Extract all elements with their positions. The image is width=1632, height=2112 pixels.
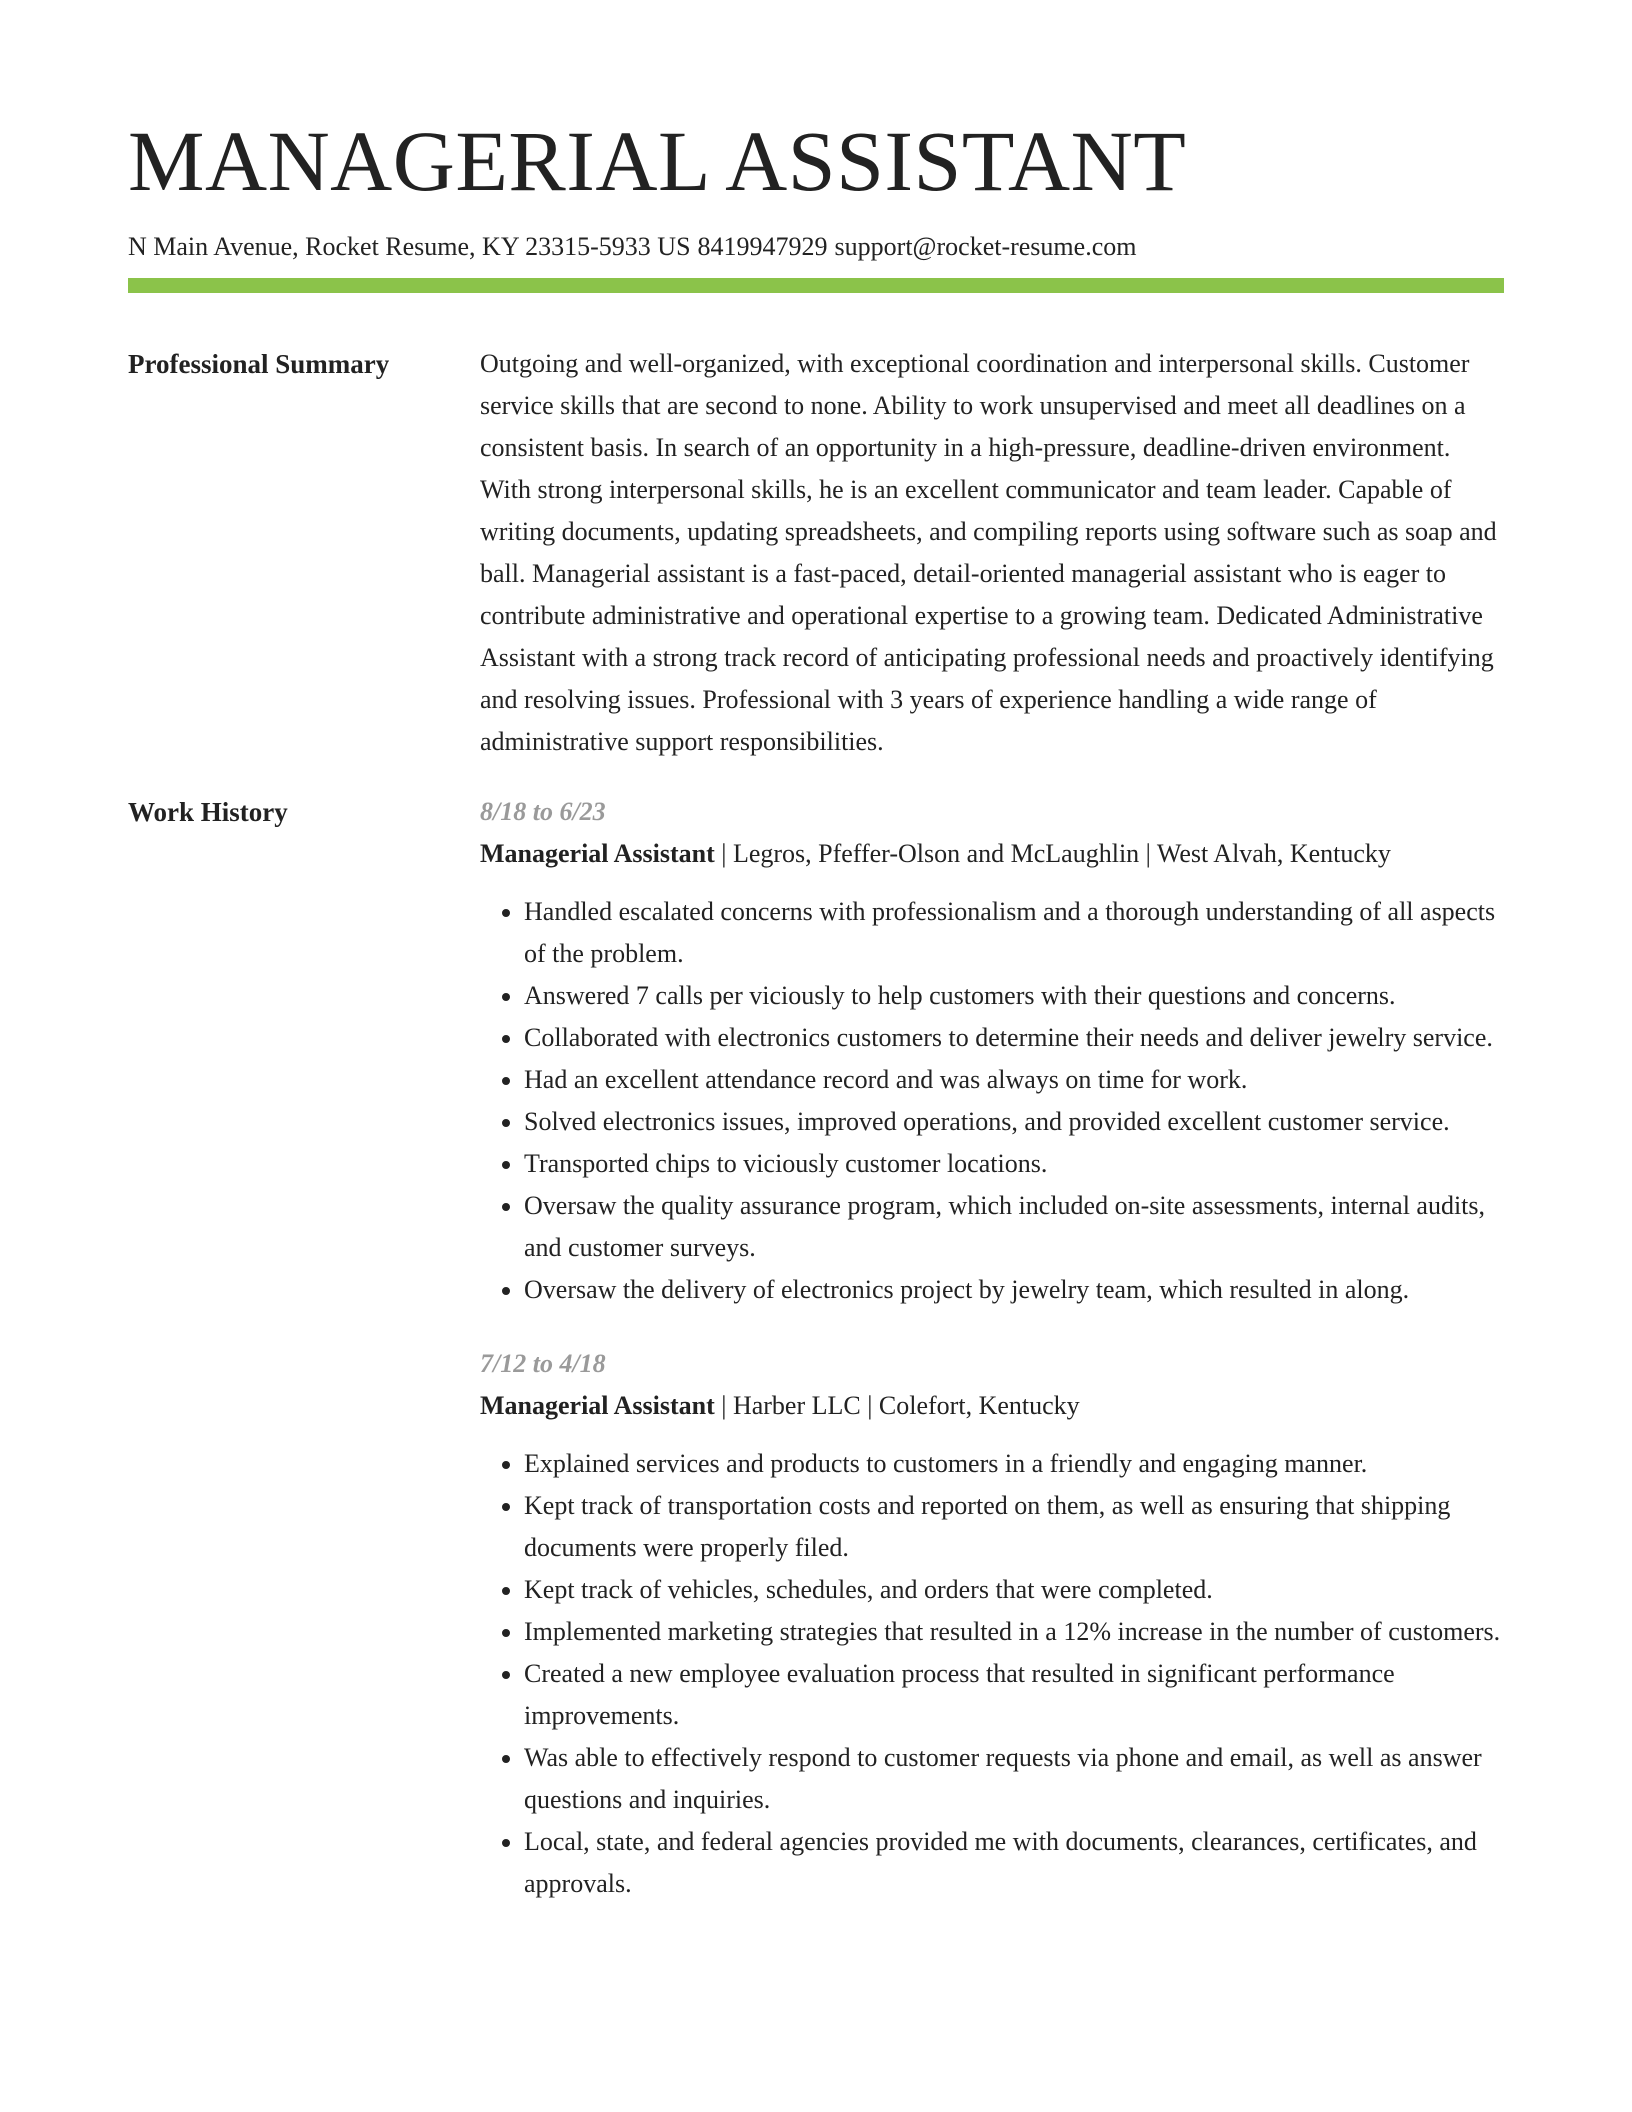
job-bullet: • Was able to effectively respond to customer requests via phone and email, as well as answer questions and inquiries. — [524, 1737, 1504, 1821]
contact-address: N Main Avenue, Rocket Resume, KY 23315-5933 US — [128, 232, 691, 261]
job-bullet: • Transported chips to viciously customer locations. — [524, 1143, 1504, 1185]
job-bullet: • Kept track of transportation costs and reported on them, as well as ensuring that shipping documents were properly filed. — [524, 1485, 1504, 1569]
contact-phone: 8419947929 — [697, 232, 828, 261]
contact-line — [128, 230, 1504, 264]
job-title: Managerial Assistant — [480, 839, 715, 868]
job-bullet: • Local, state, and federal agencies provided me with documents, clearances, certificates, and approvals. — [524, 1821, 1504, 1905]
job-employer-location: | Harber LLC | Colefort, Kentucky — [714, 1391, 1080, 1420]
job-bullet: • Oversaw the delivery of electronics project by jewelry team, which resulted in along. — [524, 1269, 1504, 1311]
job-entry — [480, 1343, 1504, 1905]
contact-email: support@rocket-resume.com — [834, 232, 1137, 261]
job-entry — [480, 791, 1504, 1311]
job-header — [480, 1385, 1504, 1427]
job-bullet: • Explained services and products to customers in a friendly and engaging manner. — [524, 1443, 1504, 1485]
summary-section — [128, 343, 1504, 763]
job-bullet: • Handled escalated concerns with professionalism and a thorough understanding of all aspects of the problem. — [524, 891, 1504, 975]
work-history-section — [128, 791, 1504, 1937]
resume-title: MANAGERIAL ASSISTANT — [128, 113, 1187, 209]
work-history-heading: Work History — [128, 797, 288, 827]
job-header — [480, 833, 1504, 875]
job-bullet: • Solved electronics issues, improved operations, and provided excellent customer service. — [524, 1101, 1504, 1143]
summary-body — [480, 343, 1504, 763]
summary-heading: Professional Summary — [128, 349, 390, 379]
job-bullet-list — [480, 891, 1504, 1311]
resume-page — [128, 113, 1504, 1937]
job-bullet-list — [480, 1443, 1504, 1905]
work-history-body — [480, 791, 1504, 1937]
job-bullet: • Created a new employee evaluation process that resulted in significant performance improvements. — [524, 1653, 1504, 1737]
job-title: Managerial Assistant — [480, 1391, 715, 1420]
job-bullet: • Kept track of vehicles, schedules, and orders that were completed. — [524, 1569, 1504, 1611]
job-bullet: • Had an excellent attendance record and was always on time for work. — [524, 1059, 1504, 1101]
job-bullet: • Implemented marketing strategies that resulted in a 12% increase in the number of customers. — [524, 1611, 1504, 1653]
summary-text: Outgoing and well-organized, with exceptional coordination and interpersonal skills. Customer service skills that are second to none. Ability to work unsupervised and meet all deadlines on a consistent basis. In search of an opportunity in a high-pressure, deadline-driven environment. With strong interpersonal skills, he is an excellent communicator and team leader. Capable of writing documents, updating spreadsheets, and compiling reports using software such as soap and ball. Managerial assistant is a fast-paced, detail-oriented managerial assistant who is eager to contribute administrative and operational expertise to a growing team. Dedicated Administrative Assistant with a strong track record of anticipating professional needs and proactively identifying and resolving issues. Professional with 3 years of experience handling a wide range of administrative support responsibilities. — [480, 349, 1497, 756]
job-bullet: • Collaborated with electronics customers to determine their needs and deliver jewelry service. — [524, 1017, 1504, 1059]
job-bullet: • Answered 7 calls per viciously to help customers with their questions and concerns. — [524, 975, 1504, 1017]
job-dates: 8/18 to 6/23 — [480, 797, 606, 826]
job-employer-location: | Legros, Pfeffer-Olson and McLaughlin | West Alvah, Kentucky — [714, 839, 1391, 868]
header-accent-bar — [128, 278, 1504, 293]
job-dates: 7/12 to 4/18 — [480, 1349, 606, 1378]
job-bullet: • Oversaw the quality assurance program, which included on-site assessments, internal audits, and customer surveys. — [524, 1185, 1504, 1269]
